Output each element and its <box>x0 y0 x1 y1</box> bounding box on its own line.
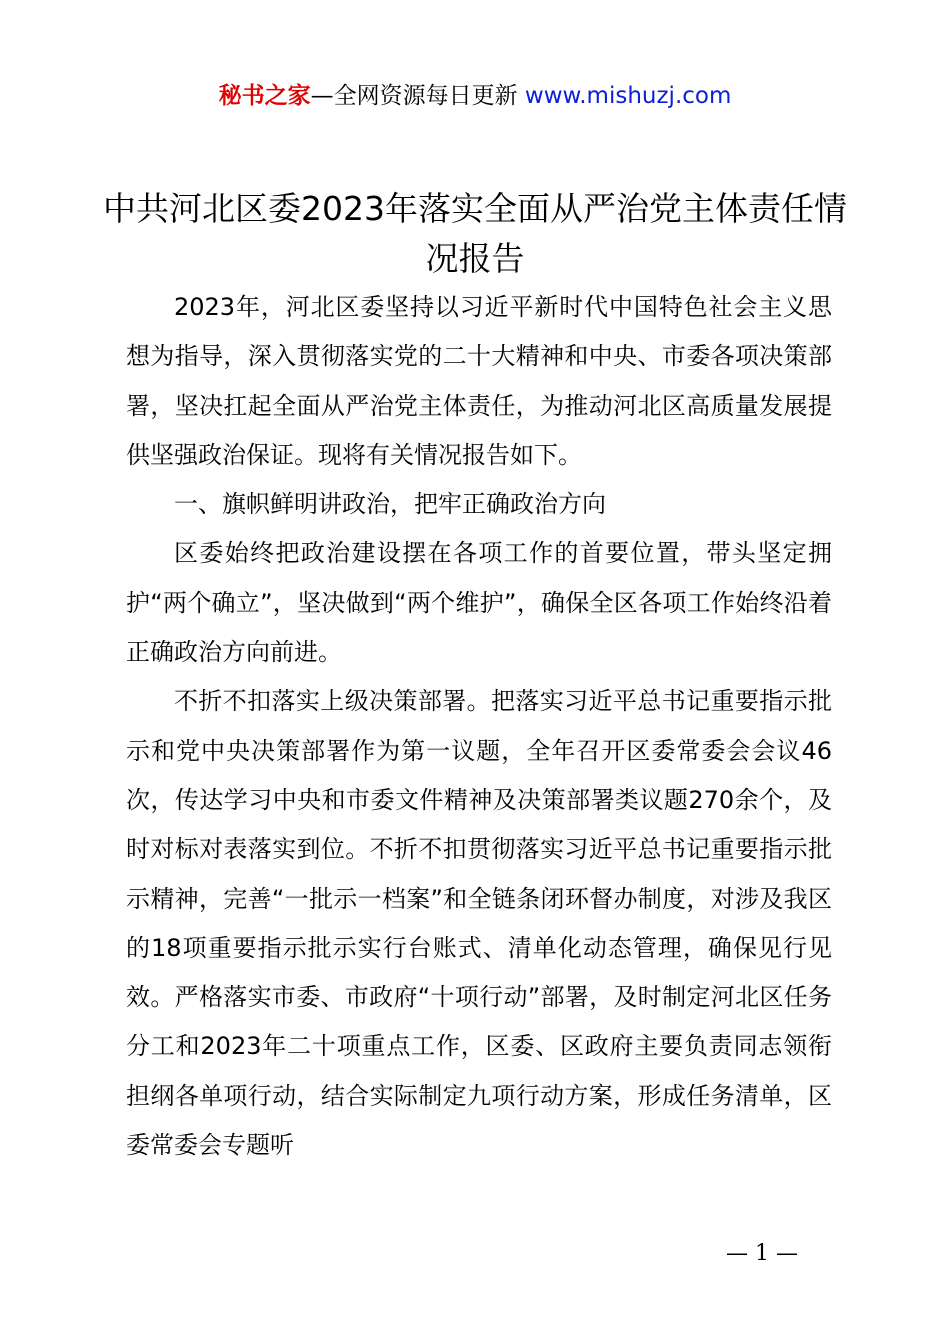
body-paragraph: 区委始终把政治建设摆在各项工作的首要位置，带头坚定拥护“两个确立”，坚决做到“两个维护”，确保全区各项工作始终沿着正确政治方向前进。 <box>126 539 832 667</box>
banner-dash: — <box>310 83 334 109</box>
document-title: 中共河北区委2023年落实全面从严治党主体责任情况报告 <box>103 189 847 278</box>
site-brand: 秘书之家 <box>218 83 311 109</box>
page-number: — 1 — <box>726 1241 798 1266</box>
section-heading: 一、旗帜鲜明讲政治，把牢正确政治方向 <box>174 490 606 519</box>
site-tagline: 全网资源每日更新 <box>333 83 518 109</box>
site-banner <box>0 80 950 112</box>
site-url-link[interactable]: www.mishuzj.com <box>524 83 732 109</box>
body-paragraph: 不折不扣落实上级决策部署。把落实习近平总书记重要指示批示和党中央决策部署作为第一议题，全年召开区委常委会会议46次，传达学习中央和市委文件精神及决策部署类议题270余个，及时对标对表落实到位。不折不扣贯彻落实习近平总书记重要指示批示精神，完善“一批示一档案”和全链条闭环督办制度，对涉及我区的18项重要指示批示实行台账式、清单化动态管理，确保见行见效。严格落实市委、市政府“十项行动”部署，及时制定河北区任务分工和2023年二十项重点工作，区委、区政府主要负责同志领衔担纲各单项行动，结合实际制定九项行动方案，形成任务清单，区委常委会专题听 <box>126 687 832 1160</box>
document-body <box>126 283 832 1170</box>
intro-paragraph: 2023年，河北区委坚持以习近平新时代中国特色社会主义思想为指导，深入贯彻落实党的二十大精神和中央、市委各项决策部署，坚决扛起全面从严治党主体责任，为推动河北区高质量发展提供坚强政治保证。现将有关情况报告如下。 <box>126 293 832 469</box>
